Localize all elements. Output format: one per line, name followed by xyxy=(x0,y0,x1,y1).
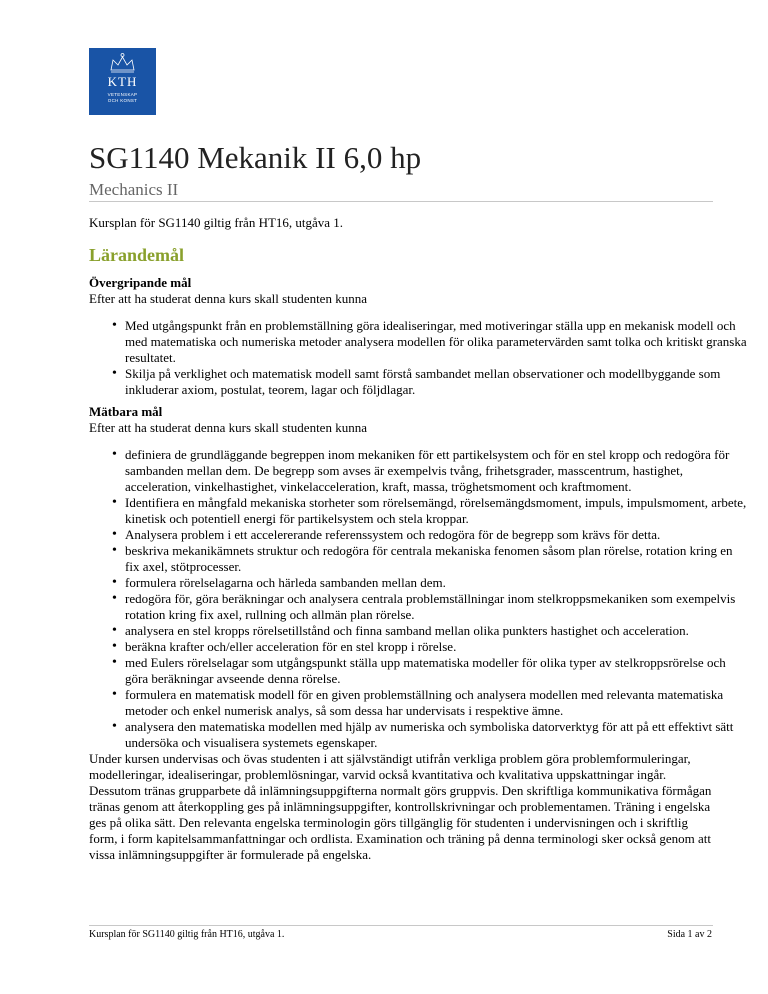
footer-divider xyxy=(89,925,713,926)
body-paragraph: Under kursen undervisas och övas studenten i att självständigt utifrån verkliga problem göra problemformuleringar, modelleringar, idealiseringar, problemlösningar, varvid också kvantitativa och kvalitativa uppskattningar ingår. Dessutom tränas grupparbete då inlämningsuppgifterna normalt görs gruppvis. Den skriftliga kommunikativa förmågan tränas genom att återkoppling ges på inlämningsuppgifter, kontrollskrivningar och problementamen. Träning i engelska ges på olika sätt. Den relevanta engelska terminologin görs tillgänglig för studenten i undervisningen och i skriftlig form, i form kapitelsammanfattningar och ordlista. Examination och träning på denna terminologi sker också genom att vissa inlämningsuppgifter är formulerade på engelska. xyxy=(89,751,712,862)
list-item: • analysera den matematiska modellen med hjälp av numeriska och symboliska datorverktyg för att på ett effektivt sätt undersöka och visualisera systemets egenskaper. xyxy=(125,719,749,751)
logo-text: KTH xyxy=(107,74,138,89)
list-item: • Analysera problem i ett accelererande referenssystem och redogöra för de begrepp som krävs för detta. xyxy=(125,527,749,543)
logo-subtext-2: OCH KONST xyxy=(107,98,138,103)
measurable-goals-lead: Efter att ha studerat denna kurs skall studenten kunna xyxy=(89,420,367,435)
list-item: • definiera de grundläggande begreppen inom mekaniken för ett partikelsystem och för en stel kropp och redogöra för sambanden mellan dem. De begrepp som avses är exempelvis tvång, frihetsgrader, masscentrum, hastighet, acceleration, vinkelhastighet, vinkelacceleration, kraft, massa, tröghetsmoment och kraftmoment. xyxy=(125,447,749,495)
intro-text: Kursplan för SG1140 giltig från HT16, utgåva 1. xyxy=(89,215,344,230)
list-item: • Med utgångspunkt från en problemställning göra idealiseringar, med motiveringar ställa upp en mekanisk modell och med matematiska och numeriska metoder analysera modellen för olika parametervärden samt tolka och kritiskt granska resultatet. xyxy=(125,318,749,366)
title-divider xyxy=(89,201,713,202)
overall-goals-list xyxy=(89,318,749,398)
list-item: • redogöra för, göra beräkningar och analysera centrala problemställningar inom stelkroppsmekaniken som exempelvis rotation kring fix axel, rullning och allmän plan rörelse. xyxy=(125,591,749,623)
list-item: • med Eulers rörelselagar som utgångspunkt ställa upp matematiska modeller för olika typer av stelkroppsrörelse och göra beräkningar avseende denna rörelse. xyxy=(125,655,749,687)
logo-subtext-1: VETENSKAP xyxy=(107,92,138,97)
page-number: Sida 1 av 2 xyxy=(667,929,712,940)
list-item: • beräkna krafter och/eller acceleration för en stel kropp i rörelse. xyxy=(125,639,749,655)
overall-goals-lead: Efter att ha studerat denna kurs skall studenten kunna xyxy=(89,291,367,306)
list-item: • beskriva mekanikämnets struktur och redogöra för centrala mekaniska fenomen såsom plan rörelse, rotation kring en fix axel, stötprocesser. xyxy=(125,543,749,575)
footer-course-info: Kursplan för SG1140 giltig från HT16, utgåva 1. xyxy=(89,929,285,940)
kth-logo xyxy=(89,48,156,115)
page-title: SG1140 Mekanik II 6,0 hp xyxy=(89,140,422,175)
list-item: • Identifiera en mångfald mekaniska storheter som rörelsemängd, rörelsemängdsmoment, impuls, impulsmoment, arbete, kinetisk och potentiell energi för partikelsystem och stela kroppar. xyxy=(125,495,749,527)
measurable-goals-header xyxy=(89,404,713,436)
overall-goals-header xyxy=(89,275,713,307)
list-item: • Skilja på verklighet och matematisk modell samt förstå sambandet mellan observationer och modellbyggande som inkluderar axiom, postulat, teorem, lagar och följdlagar. xyxy=(125,366,749,398)
measurable-goals-heading: Mätbara mål xyxy=(89,404,163,419)
page-subtitle: Mechanics II xyxy=(89,180,179,199)
overall-goals-heading: Övergripande mål xyxy=(89,275,192,290)
list-item: • formulera rörelselagarna och härleda sambanden mellan dem. xyxy=(125,575,749,591)
list-item: • analysera en stel kropps rörelsetillstånd och finna samband mellan olika punkters hastighet och acceleration. xyxy=(125,623,749,639)
measurable-goals-list xyxy=(89,447,749,751)
list-item: • formulera en matematisk modell för en given problemställning och analysera modellen med relevanta matematiska metoder och enkel numerisk analys, så som dessa har undervisats i respektive ämne. xyxy=(125,687,749,719)
section-heading: Lärandemål xyxy=(89,245,185,265)
